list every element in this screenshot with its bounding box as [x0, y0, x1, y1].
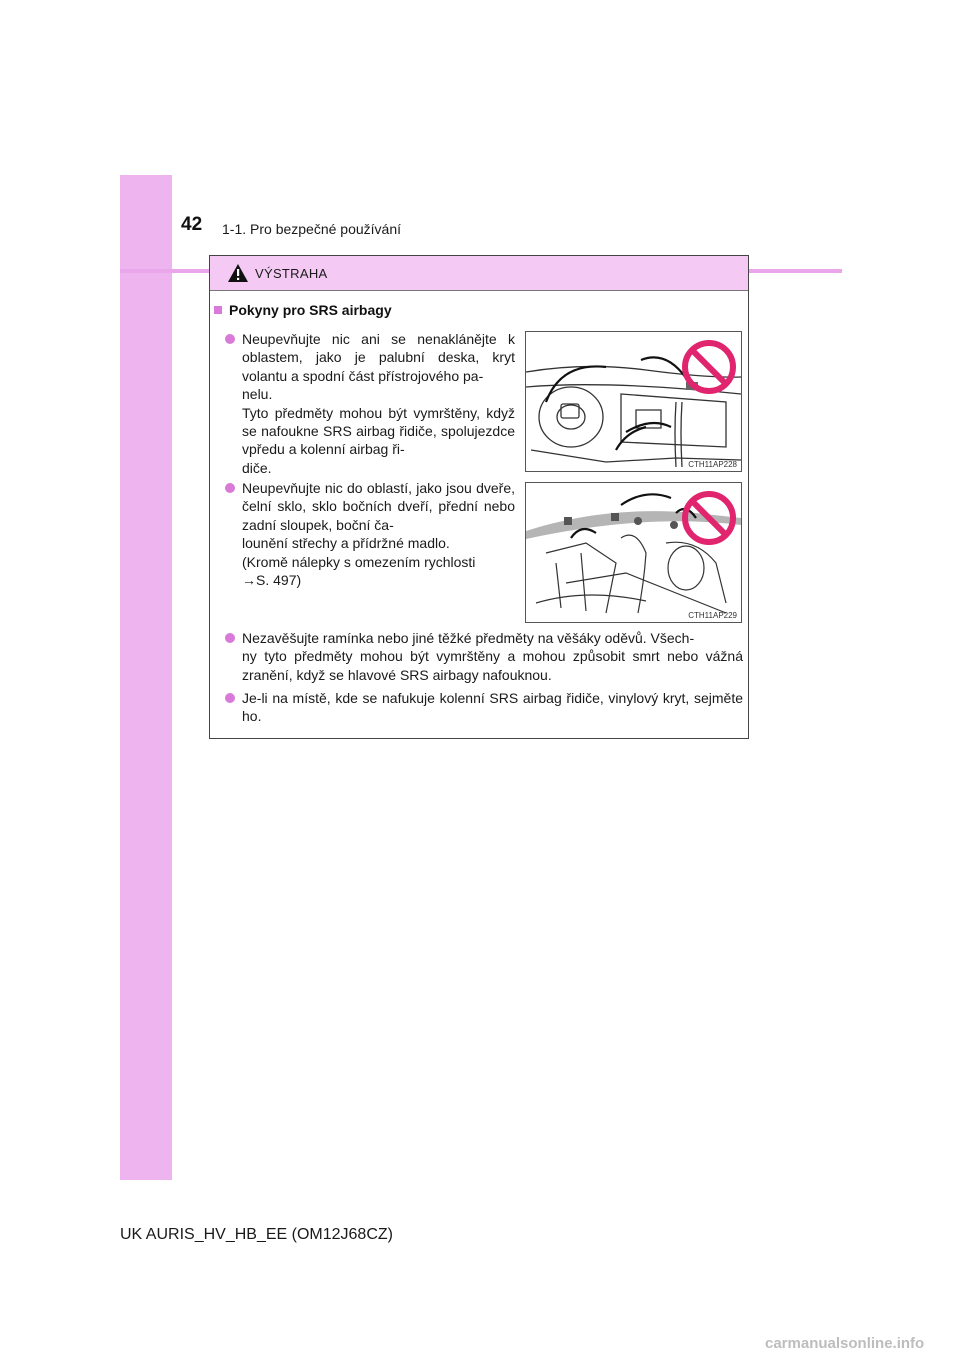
bullet-text: Nezavěšujte ramínka nebo jiné těžké předměty na věšáky oděvů. Všech- ny tyto předměty mohou být vymrštěny a mohou způsobit smrt nebo vážná zranění, když se hlavové SRS airbagy nafouknou. — [242, 630, 743, 683]
footer-model-code: UK AURIS_HV_HB_EE (OM12J68CZ) — [120, 1226, 393, 1243]
subhead-text: Pokyny pro SRS airbagy — [229, 302, 392, 318]
page-number: 42 — [181, 214, 203, 235]
warning-title: VÝSTRAHA — [255, 265, 328, 281]
warning-triangle-icon — [227, 263, 249, 283]
section-title: 1-1. Pro bezpečné používání — [222, 221, 402, 237]
bullet-text: Neupevňujte nic ani se nenaklánějte k oblastem, jako je palubní deska, kryt volantu a spodní část přístrojového pa- nelu. Tyto předměty mohou být vymrštěny, když se nafoukne SRS airbag řidiče, spolujezdce vpředu a kolenní airbag ři- diče. — [242, 331, 515, 476]
side-band — [120, 175, 172, 1180]
bullet-text: Je-li na místě, kde se nafukuje kolenní SRS airbag řidiče, vinylový kryt, sejměte ho. — [242, 690, 743, 725]
bullet-dot-icon — [225, 693, 235, 703]
watermark: carmanualsonline.info — [765, 1335, 925, 1352]
dashboard-illustration — [525, 331, 742, 472]
bullet-item — [225, 629, 743, 684]
figure-code: CTH11AP228 — [688, 460, 737, 469]
subhead — [214, 302, 392, 318]
bullet-dot-icon — [225, 633, 235, 643]
bullet-item — [225, 689, 743, 726]
bullet-dot-icon — [225, 334, 235, 344]
dashboard-drawing — [526, 332, 741, 471]
bullet-item — [225, 330, 515, 477]
bullet-text: Neupevňujte nic do oblastí, jako jsou dveře, čelní sklo, sklo bočních dveří, přední nebo zadní sloupek, boční ča- lounění střechy a přídržné madlo. (Kromě nálepky s omezením rychlosti →S. 497) — [242, 480, 515, 589]
interior-illustration — [525, 482, 742, 623]
bullet-dot-icon — [225, 483, 235, 493]
square-bullet-icon — [214, 306, 222, 314]
figure-code: CTH11AP229 — [688, 611, 737, 620]
warning-box — [209, 255, 749, 739]
interior-drawing — [526, 483, 741, 622]
warning-header — [210, 256, 748, 291]
bullet-item — [225, 479, 515, 589]
